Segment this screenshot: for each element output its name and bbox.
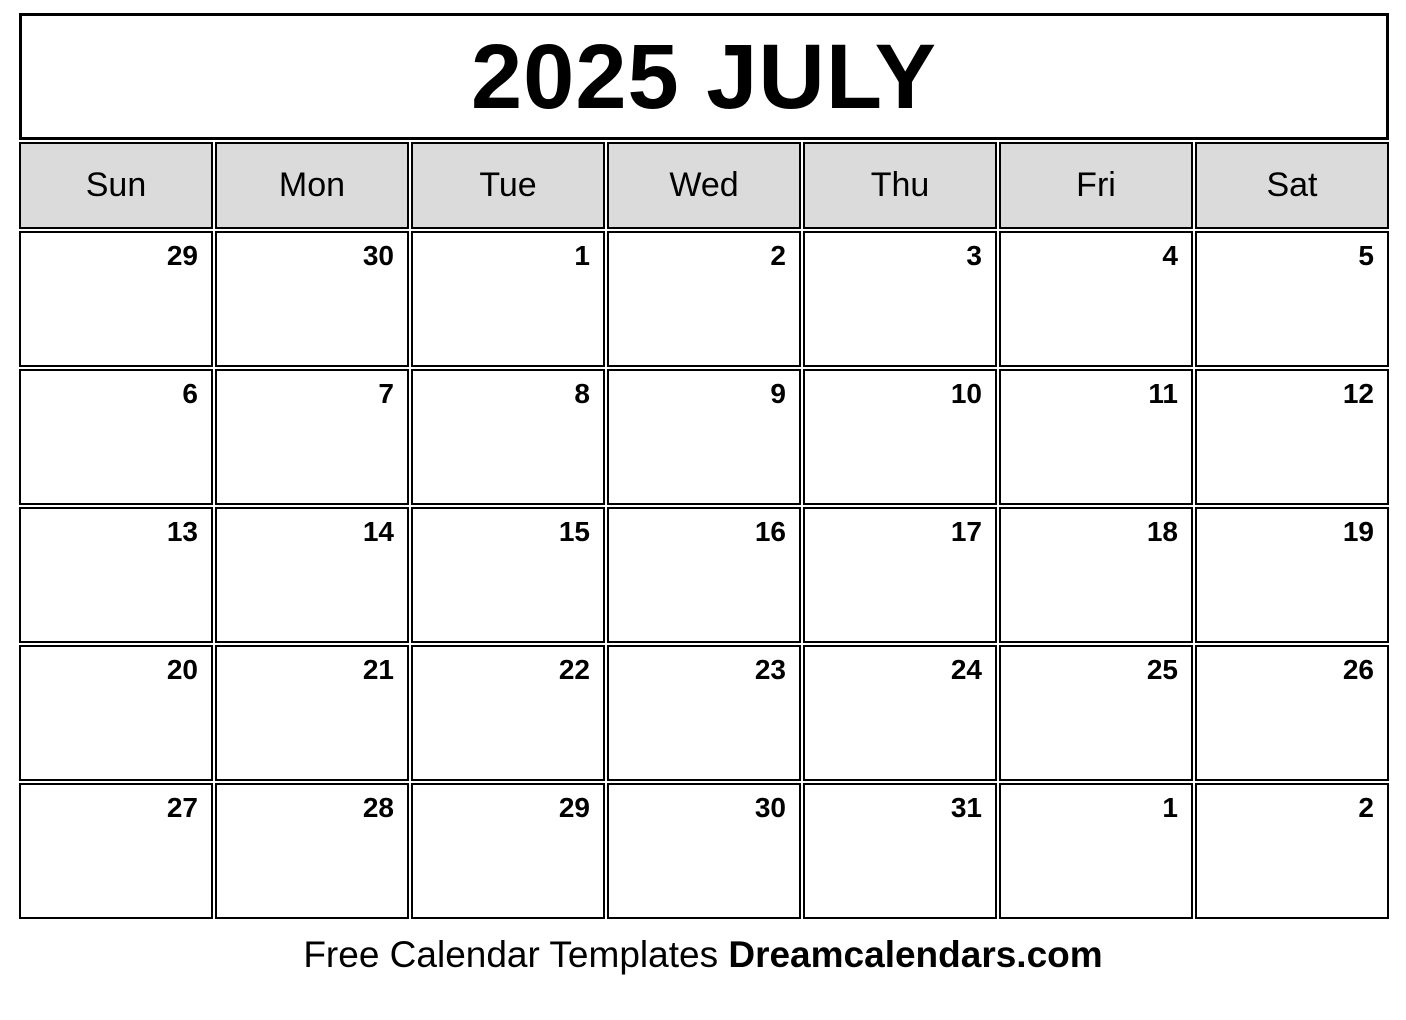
calendar-title-box: [19, 13, 1389, 140]
day-number: 27: [166, 792, 198, 823]
day-cell: [999, 231, 1193, 367]
day-cell: [607, 645, 801, 781]
footer-brand: Dreamcalendars.com: [728, 934, 1103, 975]
day-cell: [803, 507, 997, 643]
day-number: 22: [558, 654, 590, 685]
day-number: 4: [1162, 240, 1178, 271]
day-cell: [411, 507, 605, 643]
day-cell: [803, 231, 997, 367]
day-cell: [999, 369, 1193, 505]
weekday-header-mon: Mon: [215, 142, 409, 229]
day-number: 26: [1342, 654, 1374, 685]
day-number: 23: [754, 654, 786, 685]
day-number: 12: [1342, 378, 1374, 409]
weekday-header-sat: Sat: [1195, 142, 1389, 229]
day-cell: [1195, 231, 1389, 367]
day-cell: [1195, 369, 1389, 505]
day-number: 24: [950, 654, 982, 685]
day-number: 6: [182, 378, 198, 409]
day-cell: [803, 645, 997, 781]
day-number: 18: [1146, 516, 1178, 547]
day-cell: [215, 507, 409, 643]
weekday-header-wed: Wed: [607, 142, 801, 229]
day-cell: [803, 369, 997, 505]
day-cell: [1195, 783, 1389, 919]
day-cell: [215, 369, 409, 505]
day-number: 29: [166, 240, 198, 271]
weeks-grid: [19, 231, 1389, 919]
day-cell: [19, 645, 213, 781]
day-number: 5: [1358, 240, 1374, 271]
day-number: 3: [966, 240, 982, 271]
day-cell: [607, 507, 801, 643]
day-number: 11: [1148, 378, 1178, 409]
day-cell: [19, 783, 213, 919]
day-number: 2: [770, 240, 786, 271]
day-cell: [803, 783, 997, 919]
day-number: 30: [754, 792, 786, 823]
day-number: 1: [1162, 792, 1178, 823]
day-cell: [411, 231, 605, 367]
day-cell: [19, 369, 213, 505]
weekday-header-thu: Thu: [803, 142, 997, 229]
day-number: 25: [1146, 654, 1178, 685]
day-cell: [1195, 645, 1389, 781]
day-cell: [411, 783, 605, 919]
weekday-header-fri: Fri: [999, 142, 1193, 229]
weekday-header-sun: Sun: [19, 142, 213, 229]
day-cell: [411, 645, 605, 781]
day-number: 16: [754, 516, 786, 547]
day-number: 17: [950, 516, 982, 547]
day-number: 14: [362, 516, 394, 547]
day-cell: [215, 645, 409, 781]
day-number: 13: [166, 516, 198, 547]
day-number: 8: [574, 378, 590, 409]
day-number: 1: [574, 240, 590, 271]
day-number: 30: [362, 240, 394, 271]
calendar-title: 2025 JULY: [471, 25, 937, 128]
day-cell: [607, 783, 801, 919]
day-cell: [215, 783, 409, 919]
day-number: 7: [378, 378, 394, 409]
day-cell: [411, 369, 605, 505]
day-cell: [215, 231, 409, 367]
day-number: 19: [1342, 516, 1374, 547]
day-number: 29: [558, 792, 590, 823]
day-number: 31: [950, 792, 982, 823]
calendar-table: [19, 13, 1389, 919]
day-number: 10: [950, 378, 982, 409]
day-cell: [607, 231, 801, 367]
day-number: 15: [558, 516, 590, 547]
footer: [0, 934, 1406, 976]
day-cell: [999, 507, 1193, 643]
day-cell: [19, 507, 213, 643]
day-cell: [999, 783, 1193, 919]
day-number: 20: [166, 654, 198, 685]
weekday-header-row: [19, 142, 1389, 229]
footer-label: Free Calendar Templates: [303, 934, 719, 975]
day-cell: [607, 369, 801, 505]
day-number: 2: [1358, 792, 1374, 823]
day-number: 21: [362, 654, 394, 685]
day-number: 28: [362, 792, 394, 823]
day-cell: [999, 645, 1193, 781]
day-cell: [19, 231, 213, 367]
weekday-header-tue: Tue: [411, 142, 605, 229]
day-cell: [1195, 507, 1389, 643]
day-number: 9: [770, 378, 786, 409]
